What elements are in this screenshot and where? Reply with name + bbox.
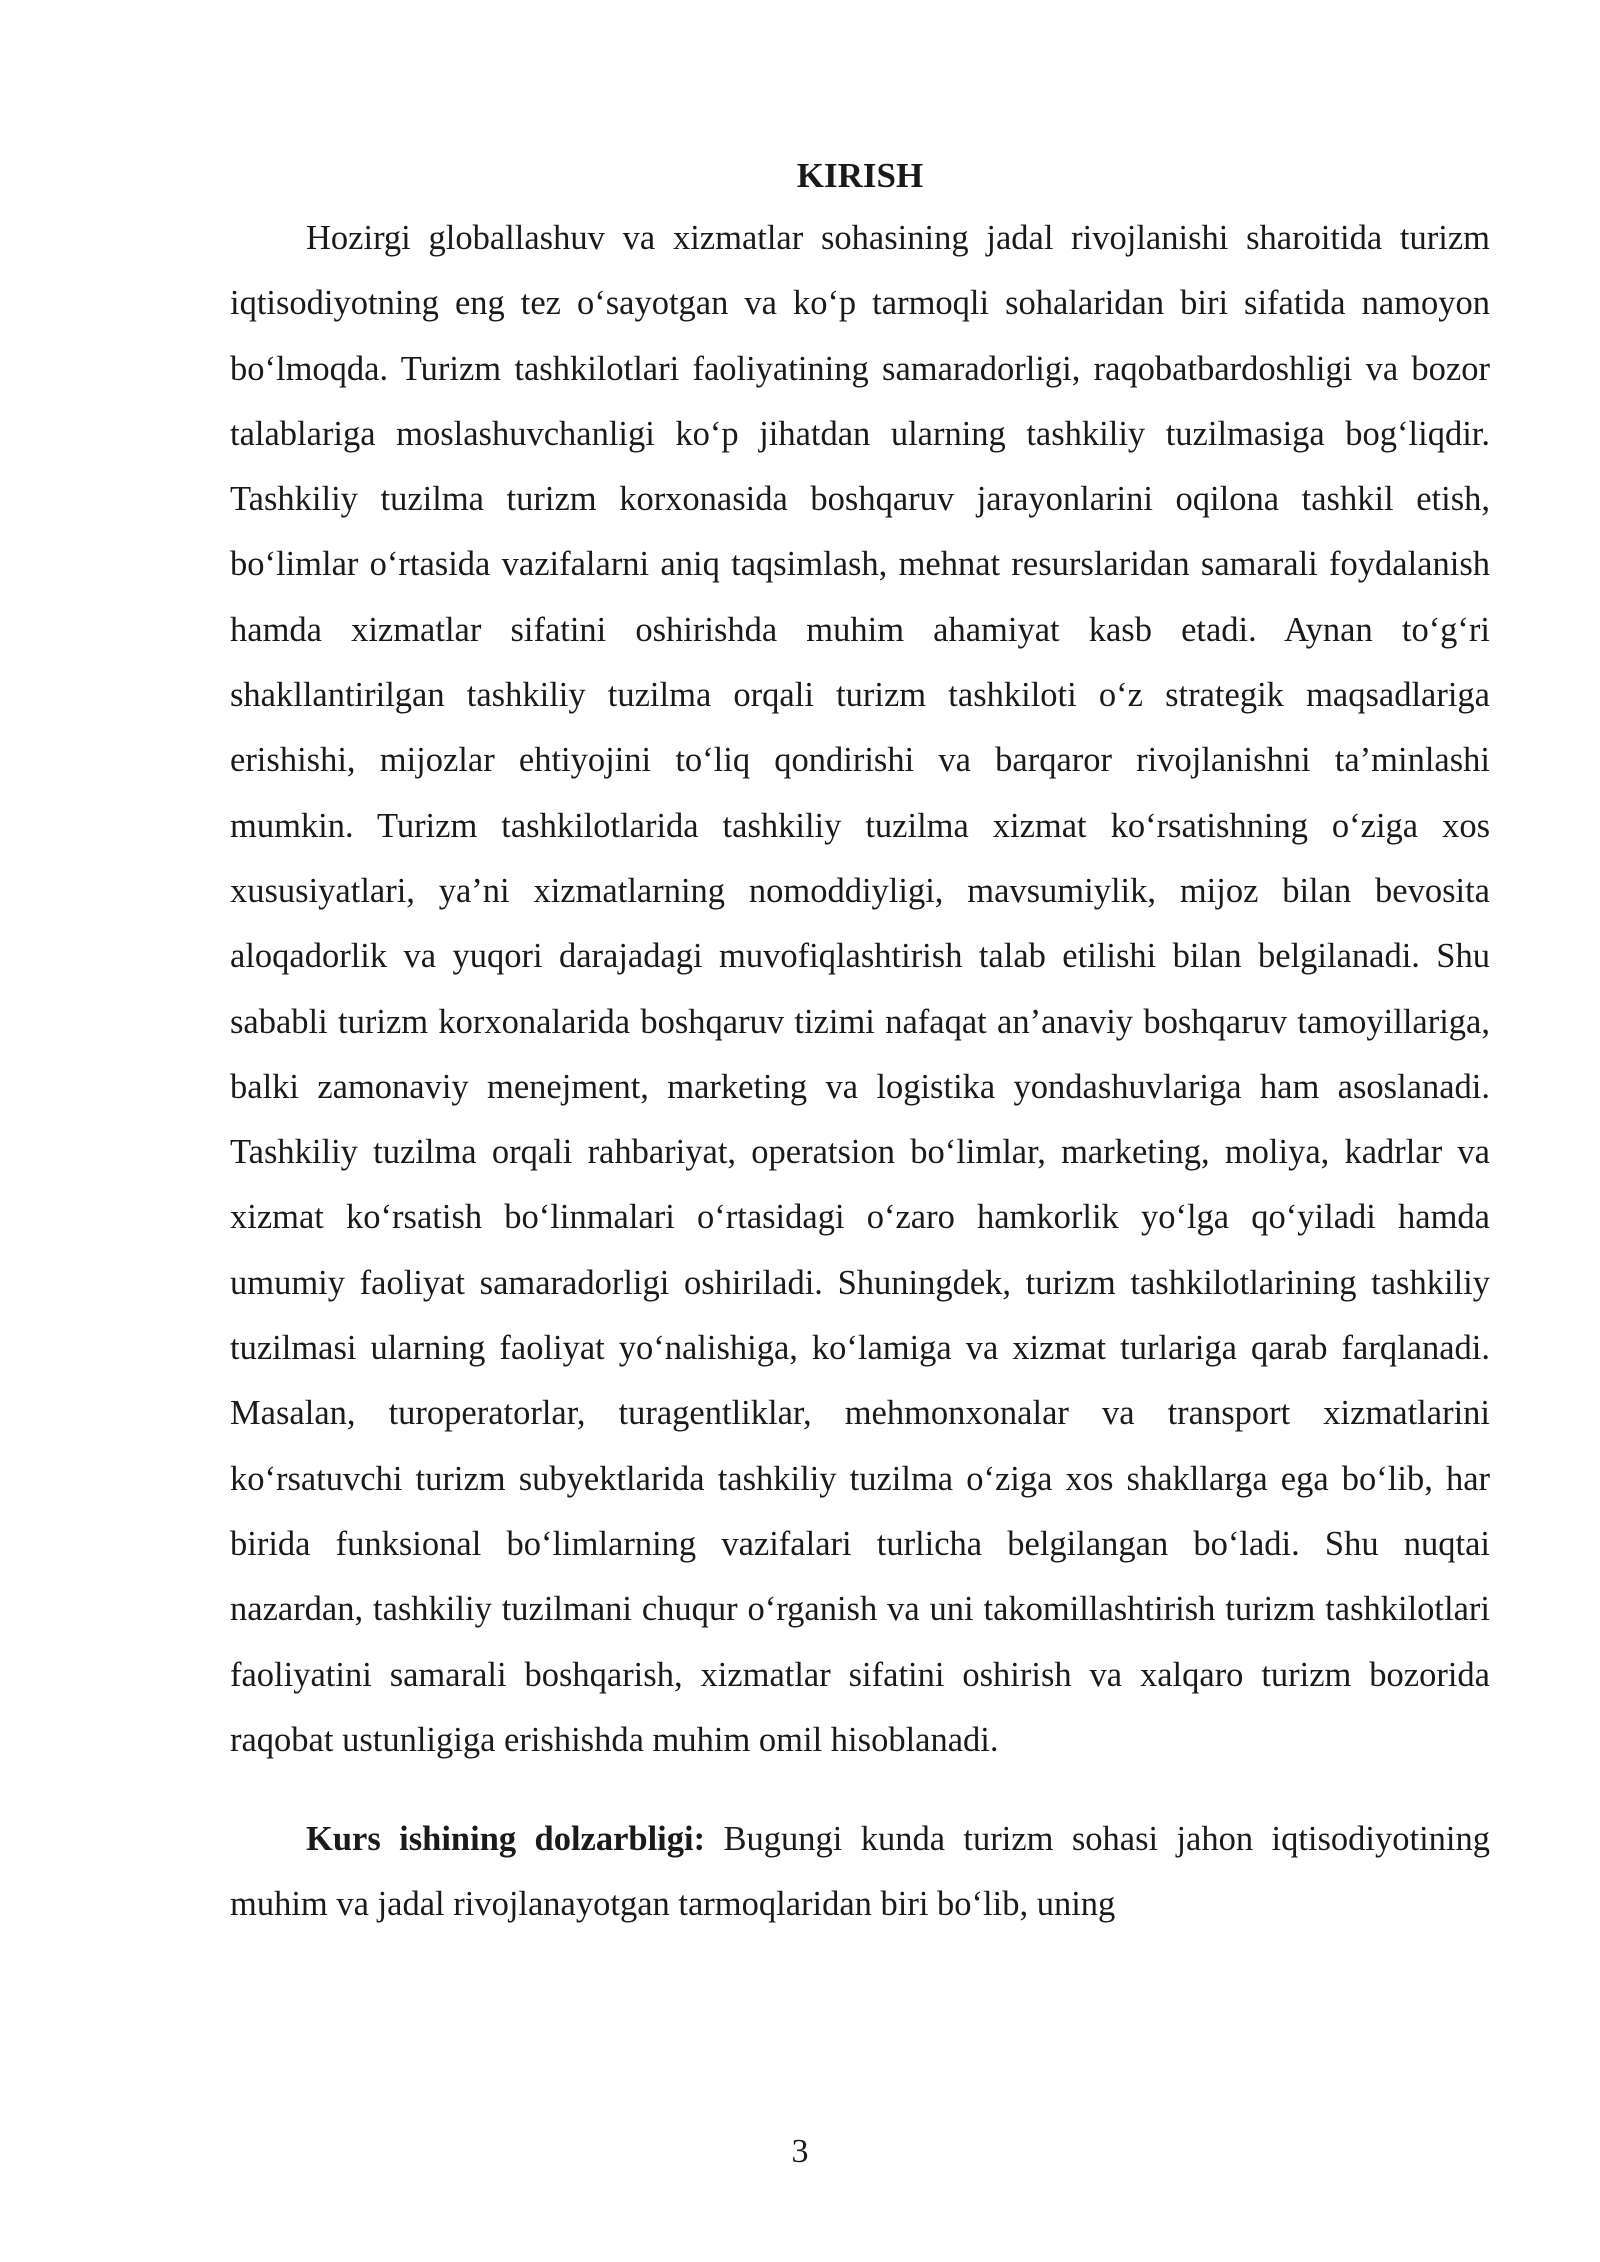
section-heading: KIRISH [796, 156, 924, 195]
intro-paragraph: Hozirgi globallashuv va xizmatlar sohasining jadal rivojlanishi sharoitida turizm iqtisodiyotning eng tez o‘sayotgan va ko‘p tarmoqli sohalaridan biri sifatida namoyon bo‘lmoqda. Turizm tashkilotlari faoliyatining samaradorligi, raqobatbardoshligi va bozor talablariga moslashuvchanligi ko‘p jihatdan ularning tashkiliy tuzilmasiga bog‘liqdir. Tashkiliy tuzilma turizm korxonasida boshqaruv jarayonlarini oqilona tashkil etish, bo‘limlar o‘rtasida vazifalarni aniq taqsimlash, mehnat resurslaridan samarali foydalanish hamda xizmatlar sifatini oshirishda muhim ahamiyat kasb etadi. Aynan to‘g‘ri shakllantirilgan tashkiliy tuzilma orqali turizm tashkiloti o‘z strategik maqsadlariga erishishi, mijozlar ehtiyojini to‘liq qondirishi va barqaror rivojlanishni ta’minlashi mumkin. Turizm tashkilotlarida tashkiliy tuzilma xizmat ko‘rsatishning o‘ziga xos xususiyatlari, ya’ni xizmatlarning nomoddiyligi, mavsumiylik, mijoz bilan bevosita aloqadorlik va yuqori darajadagi muvofiqlashtirish talab etilishi bilan belgilanadi. Shu sababli turizm korxonalarida boshqaruv tizimi nafaqat an’anaviy boshqaruv tamoyillariga, balki zamonaviy menejment, marketing va logistika yondashuvlariga ham asoslanadi. Tashkiliy tuzilma orqali rahbariyat, operatsion bo‘limlar, marketing, moliya, kadrlar va xizmat ko‘rsatish bo‘linmalari o‘rtasidagi o‘zaro hamkorlik yo‘lga qo‘yiladi hamda umumiy faoliyat samaradorligi oshiriladi. Shuningdek, turizm tashkilotlarining tashkiliy tuzilmasi ularning faoliyat yo‘nalishiga, ko‘lamiga va xizmat turlariga qarab farqlanadi. Masalan, turoperatorlar, turagentliklar, mehmonxonalar va transport xizmatlarini ko‘rsatuvchi turizm subyektlarida tashkiliy tuzilma o‘ziga xos shakllarga ega bo‘lib, har birida funksional bo‘limlarning vazifalari turlicha belgilangan bo‘ladi. Shu nuqtai nazardan, tashkiliy tuzilmani chuqur o‘rganish va uni takomillashtirish turizm tashkilotlari faoliyatini samarali boshqarish, xizmatlar sifatini oshirish va xalqaro turizm bozorida raqobat ustunligiga erishishda muhim omil hisoblanadi. [230, 219, 1490, 1759]
page-number: 3 [791, 2133, 809, 2170]
relevance-text: Bugungi kunda turizm sohasi jahon iqtisodiyotining muhim va jadal rivojlanayotgan tarmoqlaridan biri bo‘lib, uning [230, 1820, 1491, 1924]
page-content [230, 150, 1490, 1938]
relevance-label: Kurs ishining dolzarbligi: [306, 1820, 706, 1859]
relevance-paragraph [230, 1807, 1490, 1938]
